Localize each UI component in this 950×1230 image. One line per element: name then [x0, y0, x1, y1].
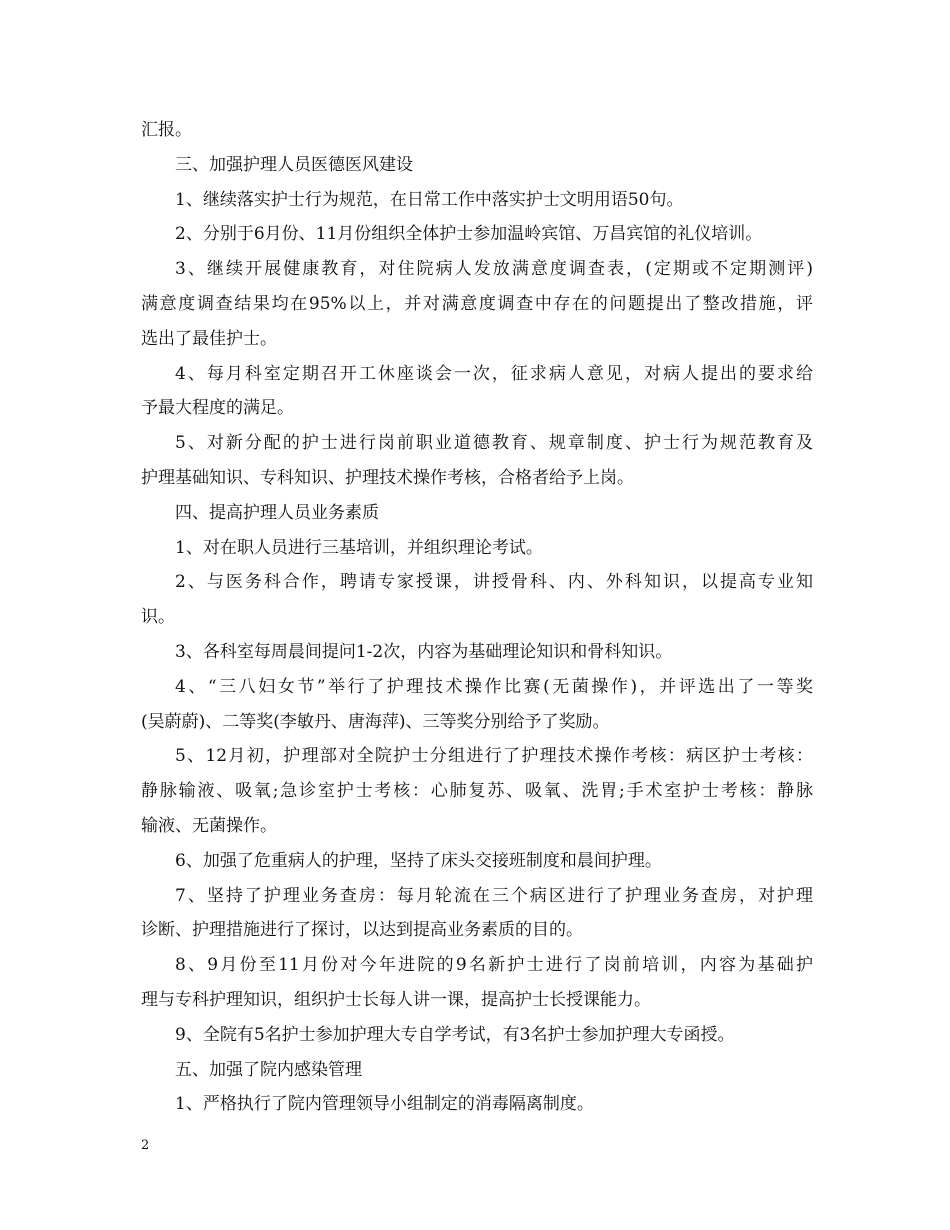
paragraph-line: 6、加强了危重病人的护理，坚持了床头交接班制度和晨间护理。 [175, 850, 662, 871]
paragraph-line: 7、坚持了护理业务查房：每月轮流在三个病区进行了护理业务查房，对护理 [175, 885, 813, 906]
paragraph-line: 选出了最佳护士。 [141, 328, 277, 349]
paragraph-line: 满意度调查结果均在95%以上，并对满意度调查中存在的问题提出了整改措施，评 [141, 293, 813, 314]
document-body [141, 113, 813, 1122]
section-heading: 五、加强了院内感染管理 [175, 1059, 362, 1080]
paragraph-line: 1、对在职人员进行三基培训，并组织理论考试。 [175, 537, 543, 558]
paragraph-line: 静脉输液、吸氧;急诊室护士考核：心肺复苏、吸氧、洗胃;手术室护士考核：静脉 [141, 781, 813, 802]
section-heading: 三、加强护理人员医德医风建设 [175, 154, 413, 175]
paragraph-line: 5、12月初，护理部对全院护士分组进行了护理技术操作考核：病区护士考核： [175, 746, 813, 767]
paragraph-line: 1、继续落实护士行为规范，在日常工作中落实护士文明用语50句。 [175, 189, 684, 210]
paragraph-line: 识。 [141, 607, 175, 628]
paragraph-line: 4、“三八妇女节”举行了护理技术操作比赛(无菌操作)，并评选出了一等奖 [175, 676, 813, 697]
paragraph-line: 4、每月科室定期召开工休座谈会一次，征求病人意见，对病人提出的要求给 [175, 363, 813, 384]
section-heading: 四、提高护理人员业务素质 [175, 502, 379, 523]
paragraph-line: 1、严格执行了院内管理领导小组制定的消毒隔离制度。 [175, 1094, 594, 1115]
paragraph-line: 5、对新分配的护士进行岗前职业道德教育、规章制度、护士行为规范教育及 [175, 433, 813, 454]
paragraph-line: 护理基础知识、专科知识、护理技术操作考核，合格者给予上岗。 [141, 467, 634, 488]
page-number: 2 [141, 1138, 150, 1153]
paragraph-line: 输液、无菌操作。 [141, 815, 277, 836]
paragraph-line: 3、各科室每周晨间提问1-2次，内容为基础理论知识和骨科知识。 [175, 641, 673, 662]
paragraph-line: 9、全院有5名护士参加护理大专自学考试，有3名护士参加护理大专函授。 [175, 1024, 735, 1045]
paragraph-line: 2、与医务科合作，聘请专家授课，讲授骨科、内、外科知识，以提高专业知 [175, 572, 813, 593]
paragraph-line: 8、9月份至11月份对今年进院的9名新护士进行了岗前培训，内容为基础护 [175, 955, 813, 976]
paragraph-line: (吴蔚蔚)、二等奖(李敏丹、唐海萍)、三等奖分别给予了奖励。 [141, 711, 610, 732]
paragraph-line: 予最大程度的满足。 [141, 398, 294, 419]
paragraph-line: 诊断、护理措施进行了探讨，以达到提高业务素质的目的。 [141, 920, 583, 941]
paragraph-line: 3、继续开展健康教育，对住院病人发放满意度调查表，(定期或不定期测评) [175, 259, 813, 280]
paragraph-line: 2、分别于6月份、11月份组织全体护士参加温岭宾馆、万昌宾馆的礼仪培训。 [175, 224, 763, 245]
paragraph-line: 理与专科护理知识，组织护士长每人讲一课，提高护士长授课能力。 [141, 989, 651, 1010]
paragraph-line: 汇报。 [141, 120, 192, 140]
